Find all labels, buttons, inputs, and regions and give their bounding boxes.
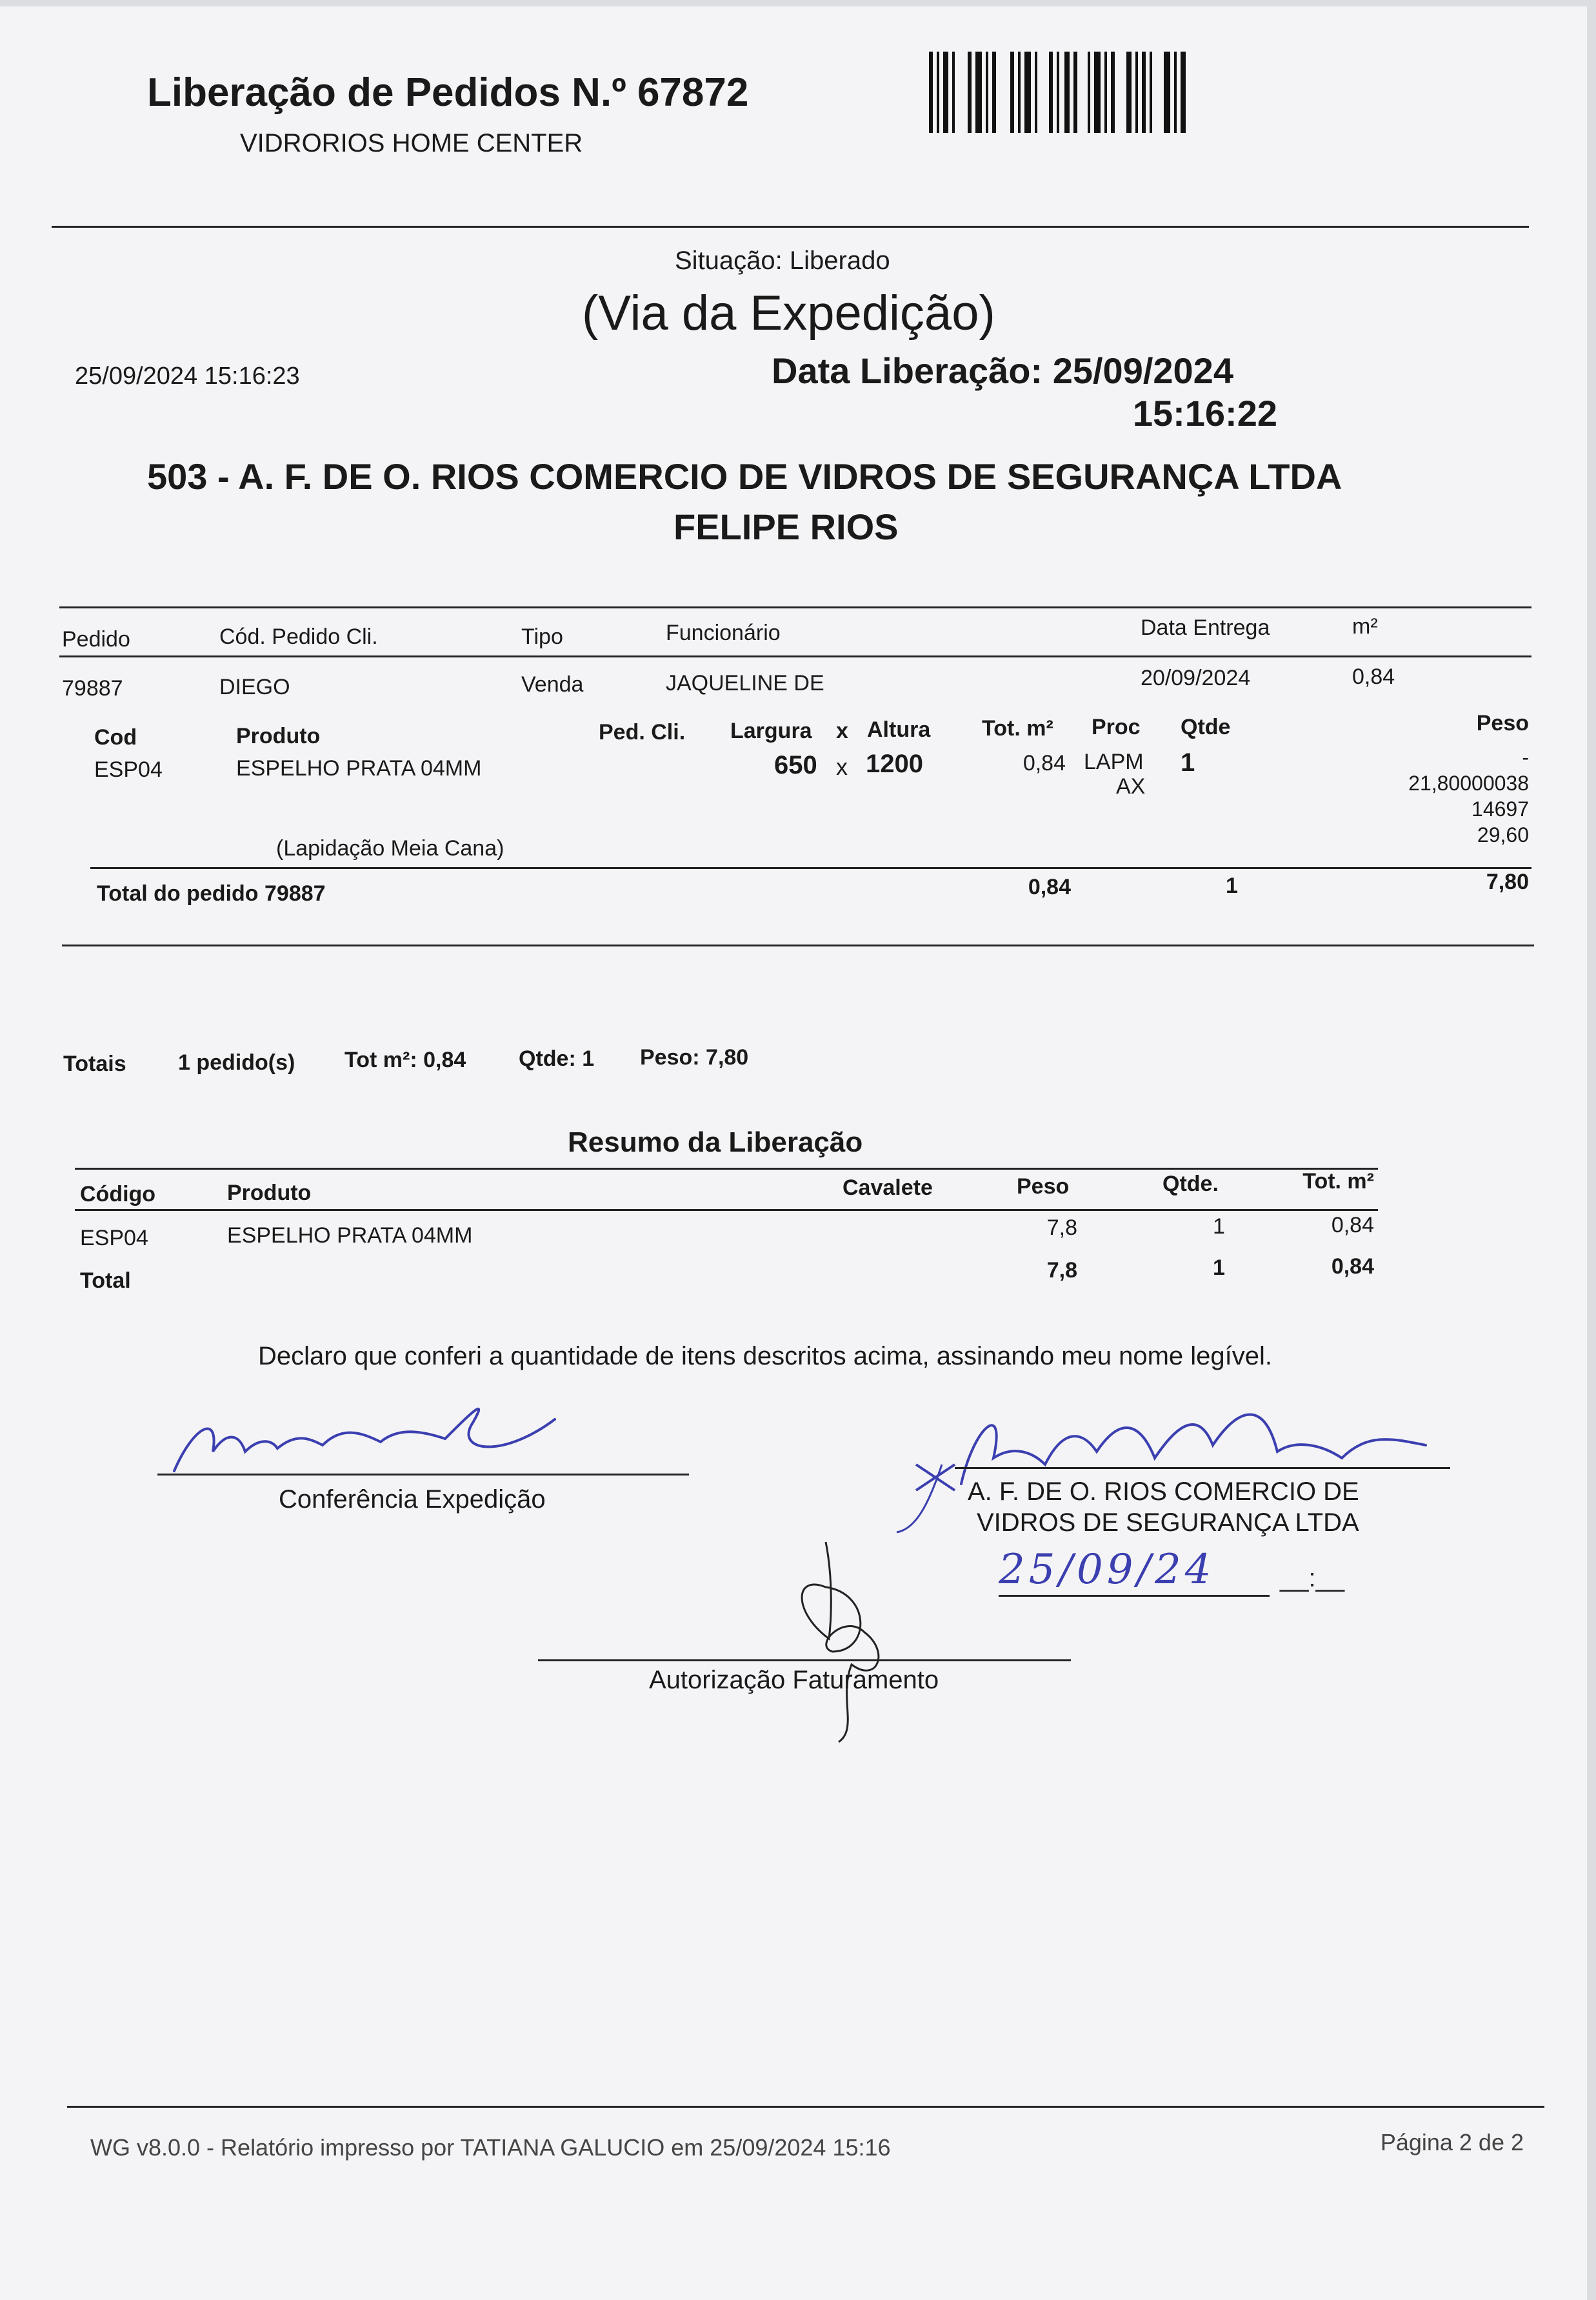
- summary-header-tot-m2: Tot. m²: [1302, 1169, 1374, 1194]
- order-table-top-rule: [59, 606, 1531, 608]
- item-proc-1: LAPM: [1084, 750, 1144, 774]
- item-largura: 650: [774, 751, 817, 779]
- item-header-proc: Proc: [1092, 715, 1141, 739]
- item-peso-3: 14697: [1471, 797, 1529, 821]
- copy-type: (Via da Expedição): [582, 286, 995, 341]
- footer-rule: [67, 2106, 1544, 2108]
- item-header-x: x: [836, 719, 848, 743]
- totals-peso: Peso: 7,80: [640, 1045, 749, 1070]
- conferencia-signature-line: [157, 1474, 689, 1475]
- summary-total-qtde: 1: [1213, 1255, 1225, 1280]
- barcode: [929, 52, 1187, 133]
- summary-total-tot-m2: 0,84: [1331, 1254, 1374, 1279]
- header-rule: [52, 226, 1529, 228]
- summary-header-codigo: Código: [80, 1182, 156, 1206]
- date-underline: [999, 1595, 1270, 1597]
- order-section-bottom-rule: [62, 945, 1534, 946]
- item-x: x: [836, 754, 848, 780]
- totals-pedidos: 1 pedido(s): [178, 1050, 295, 1075]
- client-line-1: A. F. DE O. RIOS COMERCIO DE: [968, 1477, 1359, 1506]
- summary-qtde: 1: [1213, 1214, 1225, 1239]
- col-header-pedido: Pedido: [62, 627, 130, 652]
- col-header-funcionario: Funcionário: [666, 621, 781, 645]
- item-header-altura: Altura: [867, 717, 931, 742]
- item-header-cod: Cod: [94, 725, 137, 750]
- col-header-data-entrega: Data Entrega: [1141, 615, 1270, 640]
- item-cod: ESP04: [94, 757, 163, 782]
- release-date: Data Liberação: 25/09/2024: [772, 350, 1233, 391]
- cell-tipo: Venda: [521, 672, 584, 697]
- summary-header-produto: Produto: [227, 1181, 312, 1205]
- client-line-2: VIDROS DE SEGURANÇA LTDA: [977, 1508, 1359, 1537]
- summary-tot-m2: 0,84: [1331, 1213, 1374, 1237]
- client-signature-line: [955, 1467, 1450, 1469]
- summary-header-qtde: Qtde.: [1162, 1172, 1219, 1196]
- summary-header-peso: Peso: [1017, 1174, 1070, 1199]
- item-proc-2: AX: [1116, 774, 1146, 799]
- cell-m2: 0,84: [1352, 665, 1395, 689]
- col-header-m2: m²: [1352, 614, 1378, 639]
- conferencia-label: Conferência Expedição: [279, 1485, 546, 1514]
- summary-produto: ESPELHO PRATA 04MM: [227, 1223, 473, 1248]
- item-header-ped-cli: Ped. Cli.: [599, 720, 686, 745]
- item-altura: 1200: [866, 750, 923, 778]
- declaration-text: Declaro que conferi a quantidade de itens descritos acima, assinando meu nome legível.: [258, 1342, 1273, 1370]
- print-datetime: 25/09/2024 15:16:23: [75, 363, 300, 390]
- totals-label: Totais: [63, 1052, 126, 1076]
- item-header-largura: Largura: [730, 719, 812, 743]
- summary-total-label: Total: [80, 1268, 131, 1293]
- cell-pedido: 79887: [62, 676, 123, 701]
- item-produto: ESPELHO PRATA 04MM: [236, 756, 482, 781]
- summary-header-rule: [75, 1209, 1378, 1211]
- cell-data-entrega: 20/09/2024: [1141, 666, 1251, 690]
- autorizacao-signature-line: [538, 1659, 1071, 1661]
- cell-funcionario: JAQUELINE DE: [666, 671, 824, 695]
- item-qtde: 1: [1181, 748, 1195, 777]
- item-total-rule: [90, 867, 1531, 869]
- release-time: 15:16:22: [1132, 393, 1277, 434]
- time-placeholder: __:__: [1280, 1564, 1345, 1592]
- handwritten-date: 25/09/24: [999, 1546, 1215, 1594]
- cell-cod-pedido-cli: DIEGO: [219, 675, 290, 699]
- item-header-peso: Peso: [1476, 711, 1529, 735]
- document-title: Liberação de Pedidos N.º 67872: [147, 70, 749, 115]
- summary-header-cavalete: Cavalete: [843, 1175, 933, 1200]
- footer-page-number: Página 2 de 2: [1380, 2129, 1524, 2155]
- summary-top-rule: [75, 1168, 1378, 1170]
- document-page: [0, 6, 1587, 2300]
- totals-m2: Tot m²: 0,84: [344, 1048, 466, 1072]
- item-peso-4: 29,60: [1477, 823, 1529, 846]
- footer-print-info: WG v8.0.0 - Relatório impresso por TATIANA GALUCIO em 25/09/2024 15:16: [90, 2134, 891, 2161]
- order-total-qtde: 1: [1226, 874, 1238, 898]
- item-header-produto: Produto: [236, 724, 321, 748]
- client-name: 503 - A. F. DE O. RIOS COMERCIO DE VIDROS DE SEGURANÇA LTDA: [147, 456, 1342, 497]
- order-table-header-rule: [59, 655, 1531, 657]
- conferencia-signature: [168, 1387, 581, 1484]
- order-total-peso: 7,80: [1486, 870, 1529, 894]
- autorizacao-signature: [768, 1535, 910, 1748]
- col-header-tipo: Tipo: [521, 625, 563, 649]
- col-header-cod-pedido-cli: Cód. Pedido Cli.: [219, 625, 378, 649]
- company-name: VIDRORIOS HOME CENTER: [240, 129, 583, 157]
- item-header-tot-m2: Tot. m²: [982, 716, 1053, 741]
- item-header-qtde: Qtde: [1181, 715, 1231, 739]
- item-note: (Lapidação Meia Cana): [276, 836, 504, 861]
- totals-qtde: Qtde: 1: [519, 1046, 595, 1071]
- summary-total-peso: 7,8: [1046, 1258, 1077, 1283]
- summary-peso: 7,8: [1046, 1215, 1077, 1240]
- item-peso-2: 21,80000038: [1408, 772, 1529, 795]
- summary-codigo: ESP04: [80, 1226, 148, 1250]
- summary-title: Resumo da Liberação: [568, 1126, 863, 1158]
- autorizacao-label: Autorização Faturamento: [649, 1666, 939, 1694]
- status-text: Situação: Liberado: [675, 246, 890, 275]
- item-peso-1: -: [1522, 746, 1529, 769]
- client-contact: FELIPE RIOS: [673, 506, 899, 547]
- item-tot-m2: 0,84: [1022, 751, 1066, 775]
- order-total-m2: 0,84: [1028, 875, 1071, 899]
- order-total-label: Total do pedido 79887: [97, 881, 326, 906]
